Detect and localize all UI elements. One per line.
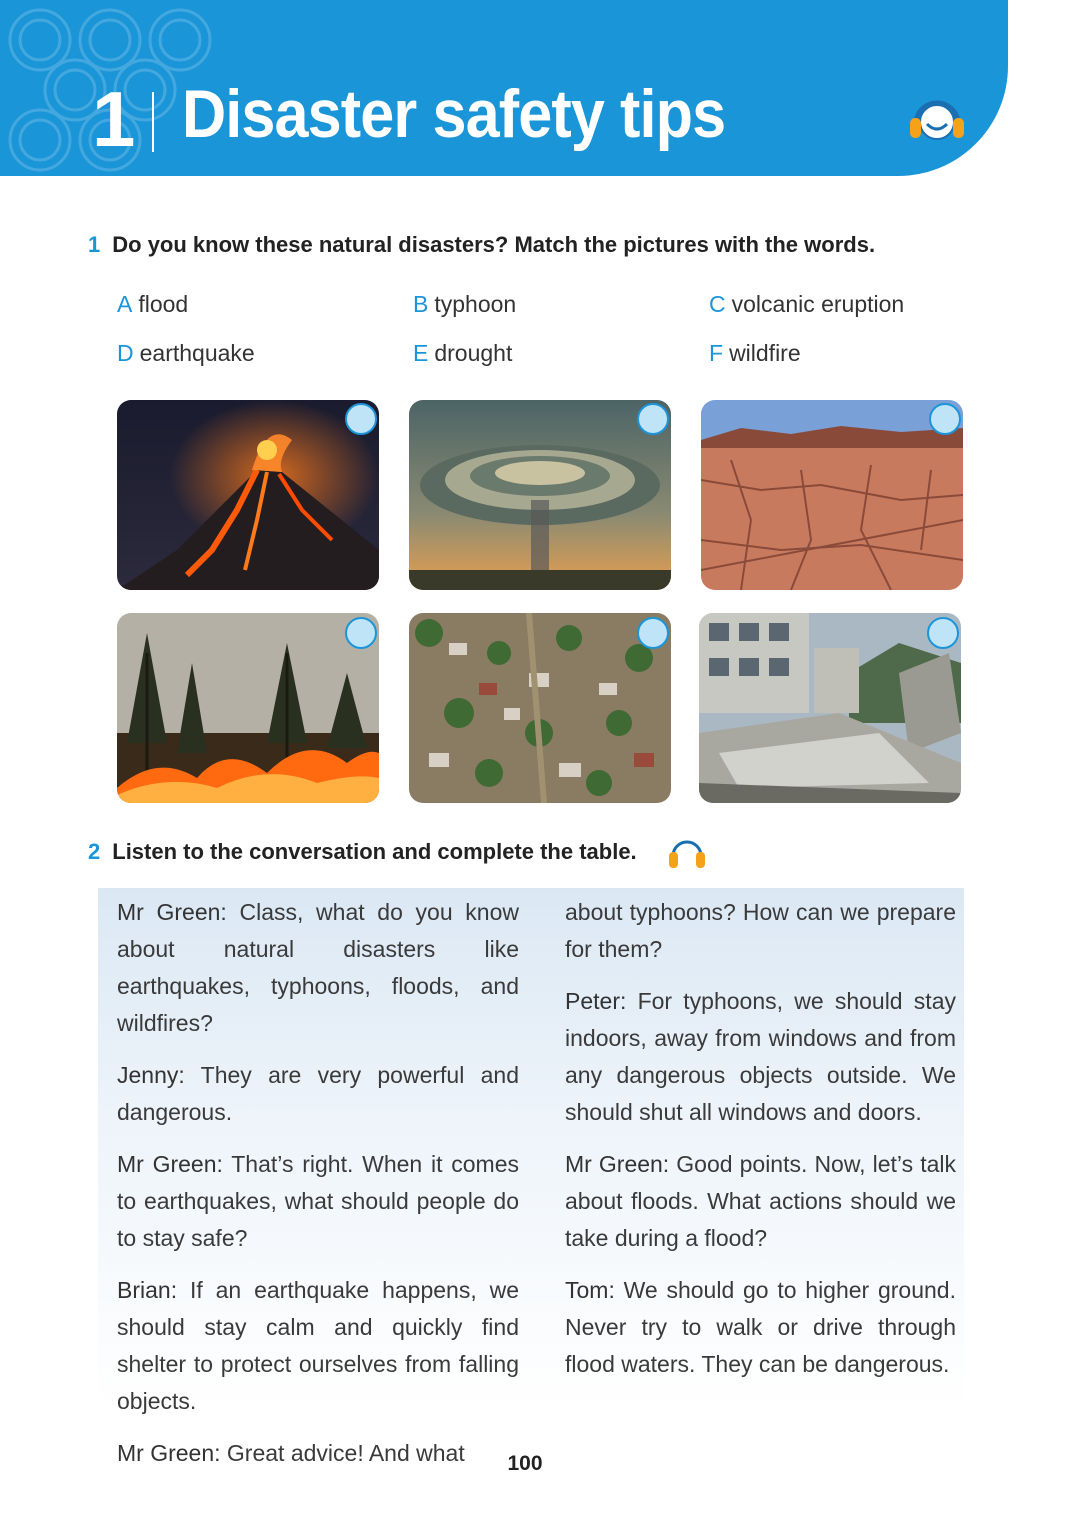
dialogue-text: For typhoons, we should stay indoors, away from windows and from any dangerous objects outside. We should shut all windows and doors. (565, 988, 956, 1125)
option-f (709, 340, 801, 367)
dialogue-column-left (117, 894, 519, 1487)
option-b (413, 291, 516, 318)
speaker-name: Peter: (565, 988, 627, 1014)
answer-circle[interactable] (345, 617, 377, 649)
title-divider (152, 92, 154, 152)
option-letter: F (709, 340, 724, 366)
answer-circle[interactable] (927, 617, 959, 649)
activity-number: 1 (88, 232, 101, 257)
forest-fire-photo (117, 613, 379, 803)
dialogue-line (117, 894, 519, 1042)
option-e (413, 340, 512, 367)
collapsed-building-photo (699, 613, 961, 803)
option-letter: D (117, 340, 134, 366)
activity-2-instruction (88, 839, 637, 865)
answer-circle[interactable] (637, 403, 669, 435)
storm-cloud-photo (409, 400, 671, 590)
option-letter: B (413, 291, 429, 317)
option-d (117, 340, 255, 367)
instruction-text: Listen to the conversation and complete the table. (112, 839, 637, 864)
speaker-name: Mr Green: (117, 1151, 223, 1177)
dialogue-line (565, 894, 956, 968)
option-word: flood (138, 291, 189, 317)
page-number: 100 (507, 1452, 543, 1475)
page-title: Disaster safety tips (182, 76, 726, 152)
option-word: wildfire (729, 340, 801, 366)
answer-circle[interactable] (929, 403, 961, 435)
speaker-name: Tom: (565, 1277, 615, 1303)
activity-number: 2 (88, 839, 101, 864)
dialogue-line (565, 1272, 956, 1383)
dialogue-text: We should go to higher ground. Never try to walk or drive through flood waters. They can be dangerous. (565, 1277, 956, 1377)
option-word: drought (434, 340, 513, 366)
dialogue-text: That’s right. When it comes to earthquakes, what should people do to stay safe? (117, 1151, 519, 1251)
dialogue-text: Good points. Now, let’s talk about floods. What actions should we take during a flood? (565, 1151, 956, 1251)
activity-1-instruction (88, 232, 875, 258)
volcano-photo (117, 400, 379, 590)
dialogue-column-right (565, 894, 956, 1398)
dialogue-text: Class, what do you know about natural disasters like earthquakes, typhoons, floods, and wildfires? (117, 899, 519, 1036)
dialogue-line (565, 983, 956, 1131)
headphones-icon[interactable] (668, 834, 706, 870)
dialogue-text: If an earthquake happens, we should stay calm and quickly find shelter to protect ourselves from falling objects. (117, 1277, 519, 1414)
headphones-icon[interactable] (908, 94, 966, 144)
dialogue-text: Great advice! And what (220, 1440, 465, 1466)
answer-circle[interactable] (345, 403, 377, 435)
option-a (117, 291, 188, 318)
speaker-name: Brian: (117, 1277, 178, 1303)
dialogue-text: They are very powerful and dangerous. (117, 1062, 519, 1125)
speaker-name: Mr Green: (565, 1151, 670, 1177)
dialogue-text: about typhoons? How can we prepare for them? (565, 899, 956, 962)
answer-circle[interactable] (637, 617, 669, 649)
dialogue-line (117, 1146, 519, 1257)
option-letter: C (709, 291, 726, 317)
option-letter: A (117, 291, 133, 317)
dialogue-line (117, 1272, 519, 1420)
flooded-town-photo (409, 613, 671, 803)
dialogue-line (117, 1057, 519, 1131)
option-word: typhoon (434, 291, 517, 317)
speaker-name: Jenny: (117, 1062, 185, 1088)
cracked-earth-photo (701, 400, 963, 590)
option-c (709, 291, 904, 318)
option-word: earthquake (139, 340, 255, 366)
speaker-name: Mr Green: (117, 1440, 221, 1466)
option-word: volcanic eruption (731, 291, 905, 317)
option-letter: E (413, 340, 429, 366)
dialogue-line (565, 1146, 956, 1257)
instruction-text: Do you know these natural disasters? Match the pictures with the words. (112, 232, 876, 257)
unit-number: 1 (92, 75, 134, 163)
speaker-name: Mr Green: (117, 899, 227, 925)
